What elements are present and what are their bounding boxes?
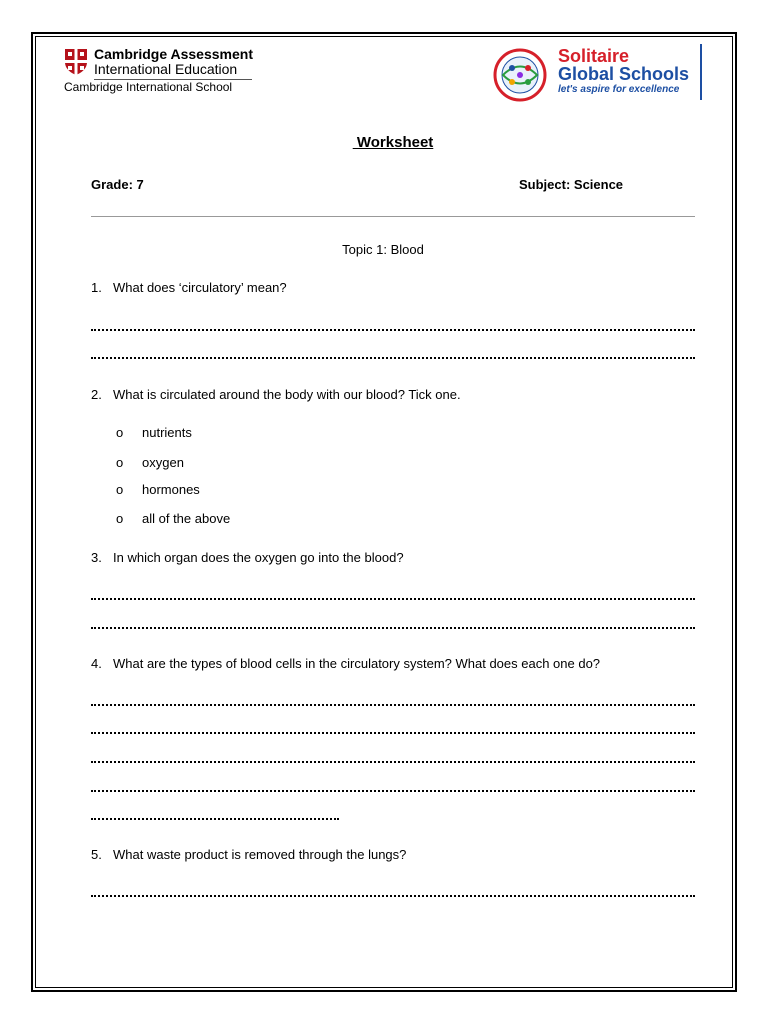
cambridge-shield-icon xyxy=(64,48,88,76)
answer-line[interactable] xyxy=(91,597,695,600)
header-divider xyxy=(91,216,695,217)
answer-line[interactable] xyxy=(91,703,695,706)
question-text: In which organ does the oxygen go into the blood? xyxy=(113,550,404,565)
solitaire-logo xyxy=(488,44,704,102)
option-label: hormones xyxy=(142,482,200,497)
topic-heading: Topic 1: Blood xyxy=(342,242,424,257)
question-number: 4. xyxy=(91,656,102,671)
answer-line[interactable] xyxy=(91,760,695,763)
cambridge-school-name: Cambridge International School xyxy=(64,80,233,94)
question-text: What does ‘circulatory’ mean? xyxy=(113,280,287,295)
option-label: nutrients xyxy=(142,425,192,440)
question-number: 5. xyxy=(91,847,102,862)
answer-line[interactable] xyxy=(91,731,695,734)
option-all-of-the-above[interactable] xyxy=(116,511,230,526)
answer-line[interactable] xyxy=(91,626,695,629)
answer-line[interactable] xyxy=(91,817,339,820)
cambridge-logo xyxy=(64,46,264,98)
solitaire-logo-bar xyxy=(700,44,702,100)
question-text: What are the types of blood cells in the circulatory system? What does each one do? xyxy=(113,656,601,671)
option-oxygen[interactable] xyxy=(116,455,184,470)
option-label: oxygen xyxy=(142,455,184,470)
question-2 xyxy=(91,387,461,402)
option-label: all of the above xyxy=(142,511,231,526)
option-hormones[interactable] xyxy=(116,482,200,497)
option-nutrients[interactable] xyxy=(116,425,192,440)
answer-line[interactable] xyxy=(91,789,695,792)
checkbox-circle-icon[interactable]: o xyxy=(116,425,124,440)
solitaire-name: Solitaire xyxy=(558,46,630,66)
answer-line[interactable] xyxy=(91,328,695,331)
global-schools-name: Global Schools xyxy=(558,64,690,84)
globe-children-icon xyxy=(490,48,550,102)
solitaire-tagline: let's aspire for excellence xyxy=(558,84,680,95)
worksheet-title: Worksheet xyxy=(352,134,434,151)
checkbox-circle-icon[interactable]: o xyxy=(116,482,124,497)
question-number: 1. xyxy=(91,280,102,295)
cambridge-name-line2: International Education xyxy=(94,61,238,77)
checkbox-circle-icon[interactable]: o xyxy=(116,455,124,470)
cambridge-name-line1: Cambridge Assessment xyxy=(94,46,253,62)
question-text: What waste product is removed through the lungs? xyxy=(113,847,407,862)
answer-line[interactable] xyxy=(91,356,695,359)
answer-line[interactable] xyxy=(91,894,695,897)
question-4 xyxy=(91,656,600,671)
question-5 xyxy=(91,847,406,862)
question-number: 2. xyxy=(91,387,102,402)
question-text: What is circulated around the body with our blood? Tick one. xyxy=(113,387,461,402)
subject-label: Subject: Science xyxy=(519,177,624,192)
checkbox-circle-icon[interactable]: o xyxy=(116,511,124,526)
question-number: 3. xyxy=(91,550,102,565)
grade-label: Grade: 7 xyxy=(91,177,144,192)
question-1 xyxy=(91,280,287,295)
question-3 xyxy=(91,550,404,565)
